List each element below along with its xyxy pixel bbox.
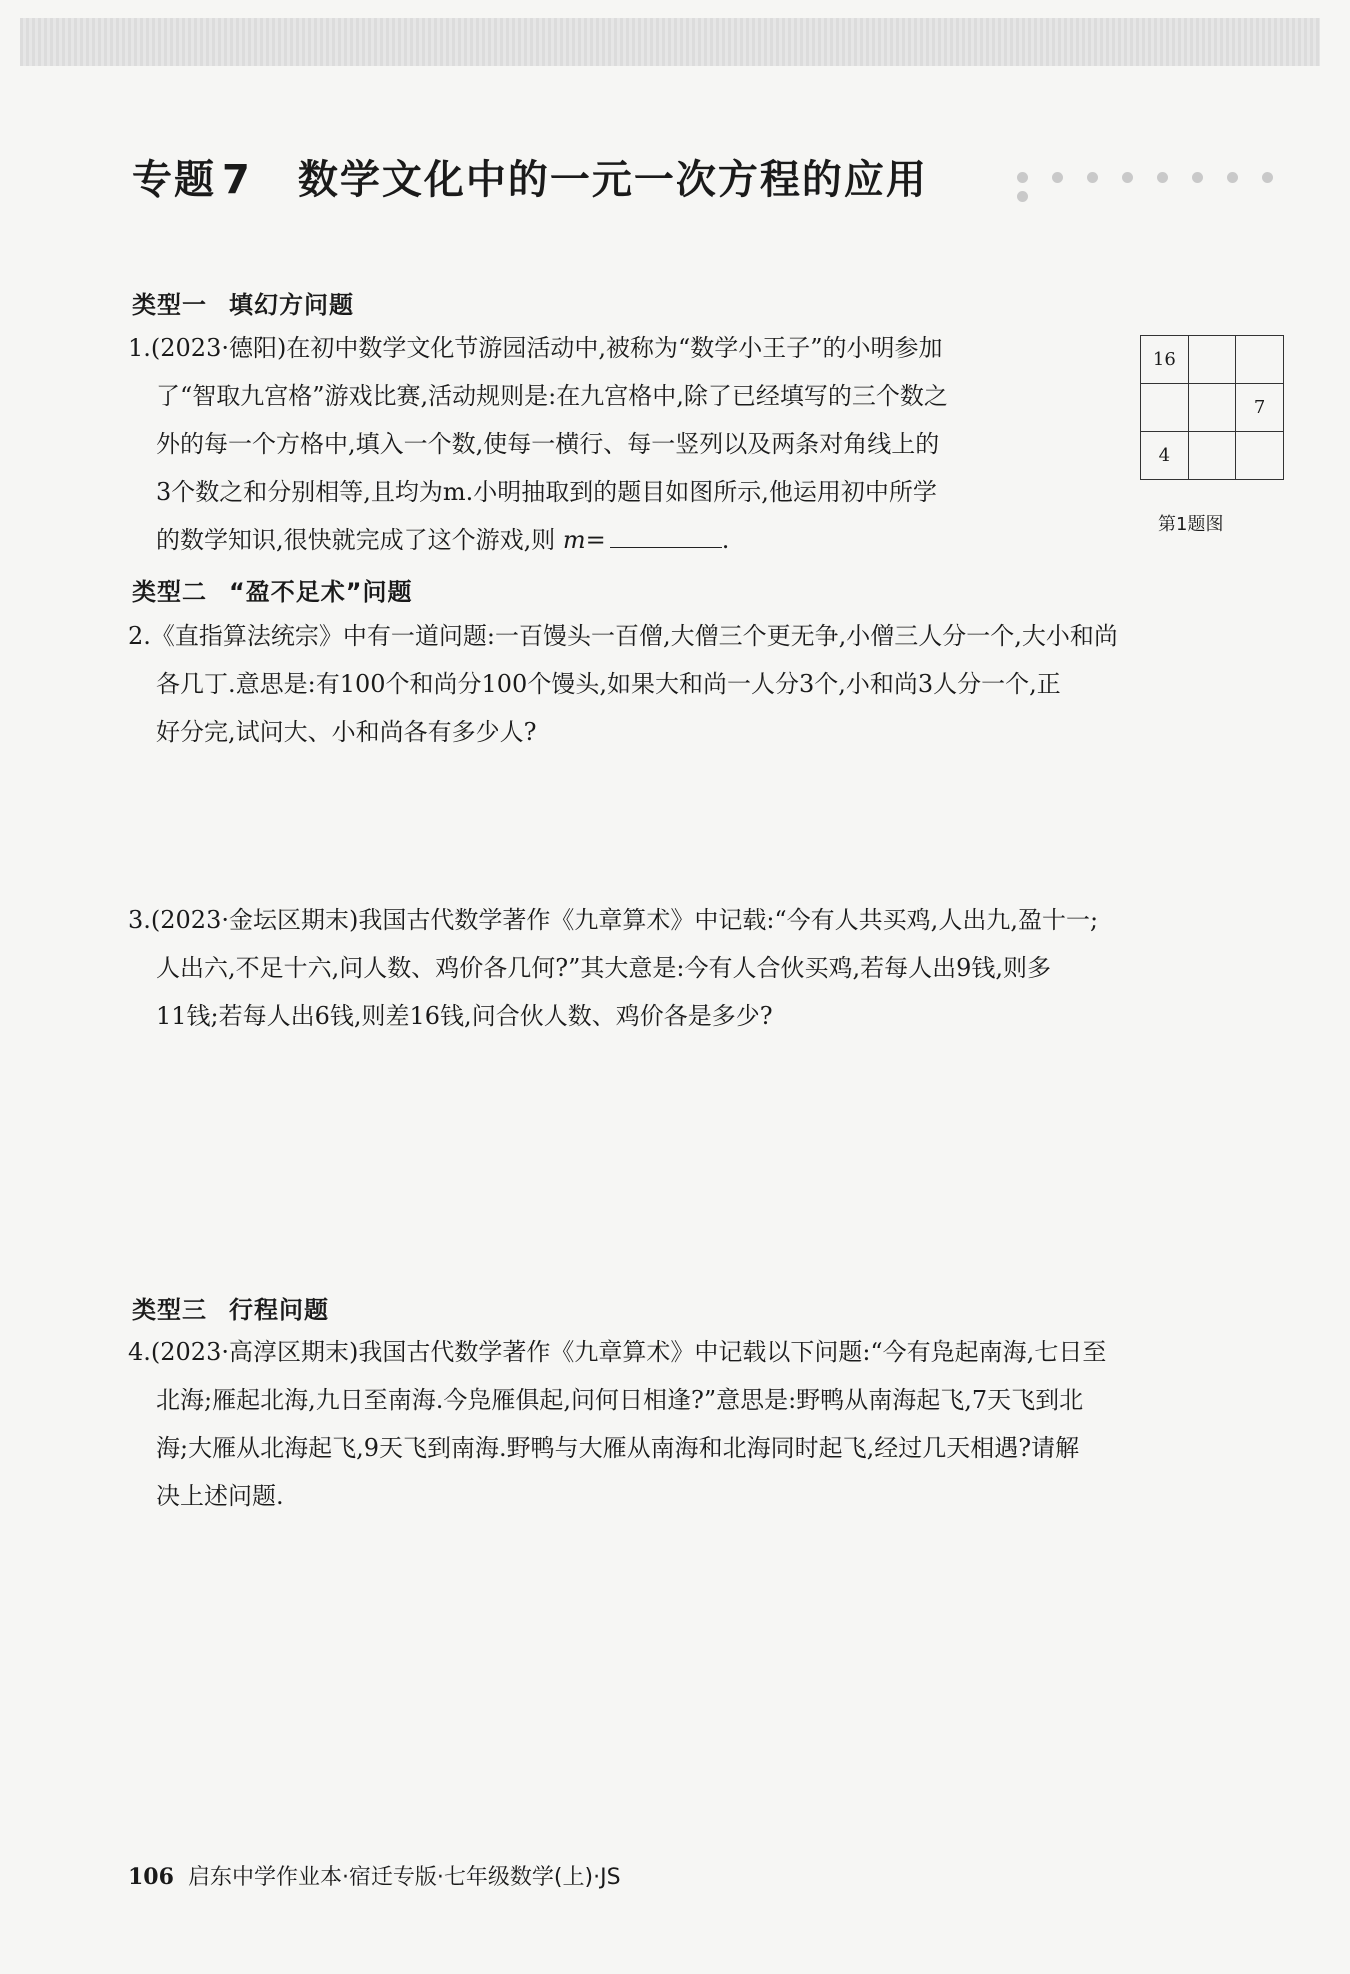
grid-cell <box>1188 336 1236 384</box>
grid-cell <box>1236 432 1284 480</box>
q1-line-2: 了“智取九宫格”游戏比赛,活动规则是:在九宫格中,除了已经填写的三个数之 <box>156 382 948 410</box>
title-dots-decoration <box>1017 168 1322 184</box>
q4-line-3: 海;大雁从北海起飞,9天飞到南海.野鸭与大雁从南海和北海同时起飞,经过几天相遇?请解 <box>156 1434 1080 1462</box>
grid-cell <box>1141 384 1189 432</box>
page-title <box>132 148 1322 208</box>
section-heading-2: 类型二 “盈不足术”问题 <box>132 578 413 606</box>
scan-header-strip <box>20 18 1320 66</box>
question-4 <box>128 1328 1106 1520</box>
q3-line-3: 11钱;若每人出6钱,则差16钱,问合伙人数、鸡价各是多少? <box>156 1002 773 1030</box>
q2-line-3: 好分完,试问大、小和尚各有多少人? <box>156 718 537 746</box>
q1-line-3: 外的每一个方格中,填入一个数,使每一横行、每一竖列以及两条对角线上的 <box>156 430 940 458</box>
grid-cell <box>1188 384 1236 432</box>
q2-line-2: 各几丁.意思是:有100个和尚分100个馒头,如果大和尚一人分3个,小和尚3人分一个,正 <box>156 670 1061 698</box>
question-3 <box>128 896 1098 1040</box>
figure-caption: 第1题图 <box>1158 514 1224 535</box>
section-heading-3: 类型三 行程问题 <box>132 1296 329 1324</box>
q4-line-4: 决上述问题. <box>156 1482 284 1510</box>
q1-line-5: 的数学知识,很快就完成了这个游戏,则 m= . <box>128 516 948 564</box>
title-prefix: 专题 <box>132 157 216 203</box>
grid-cell <box>1236 336 1284 384</box>
title-number: 7 <box>222 157 252 203</box>
q1-line-4: 3个数之和分别相等,且均为m.小明抽取到的题目如图所示,他运用初中所学 <box>156 478 937 506</box>
answer-blank[interactable] <box>610 517 722 548</box>
section-heading-1: 类型一 填幻方问题 <box>132 291 354 319</box>
grid-cell: 7 <box>1236 384 1284 432</box>
q4-line-2: 北海;雁起北海,九日至南海.今凫雁俱起,问何日相逢?”意思是:野鸭从南海起飞,7天飞到北 <box>156 1386 1084 1414</box>
page-number: 106 <box>128 1864 174 1890</box>
magic-square-grid <box>1140 335 1284 480</box>
question-1 <box>128 324 948 564</box>
q4-line-1: 4.(2023·高淳区期末)我国古代数学著作《九章算术》中记载以下问题:“今有凫起南海,七日至 <box>128 1338 1107 1366</box>
grid-cell: 4 <box>1141 432 1189 480</box>
question-2 <box>128 612 1118 756</box>
grid-cell <box>1188 432 1236 480</box>
page-footer <box>128 1860 621 1891</box>
q3-line-1: 3.(2023·金坛区期末)我国古代数学著作《九章算术》中记载:“今有人共买鸡,人出九,盈十一; <box>128 906 1099 934</box>
grid-cell: 16 <box>1141 336 1189 384</box>
q3-line-2: 人出六,不足十六,问人数、鸡价各几何?”其大意是:今有人合伙买鸡,若每人出9钱,则多 <box>156 954 1052 982</box>
footer-text: 启东中学作业本·宿迁专版·七年级数学(上)·JS <box>187 1865 621 1890</box>
title-text: 数学文化中的一元一次方程的应用 <box>297 157 928 203</box>
q1-line-1: 1.(2023·德阳)在初中数学文化节游园活动中,被称为“数学小王子”的小明参加 <box>128 334 943 362</box>
q2-line-1: 2.《直指算法统宗》中有一道问题:一百馒头一百僧,大僧三个更无争,小僧三人分一个,大小和尚 <box>128 622 1118 650</box>
